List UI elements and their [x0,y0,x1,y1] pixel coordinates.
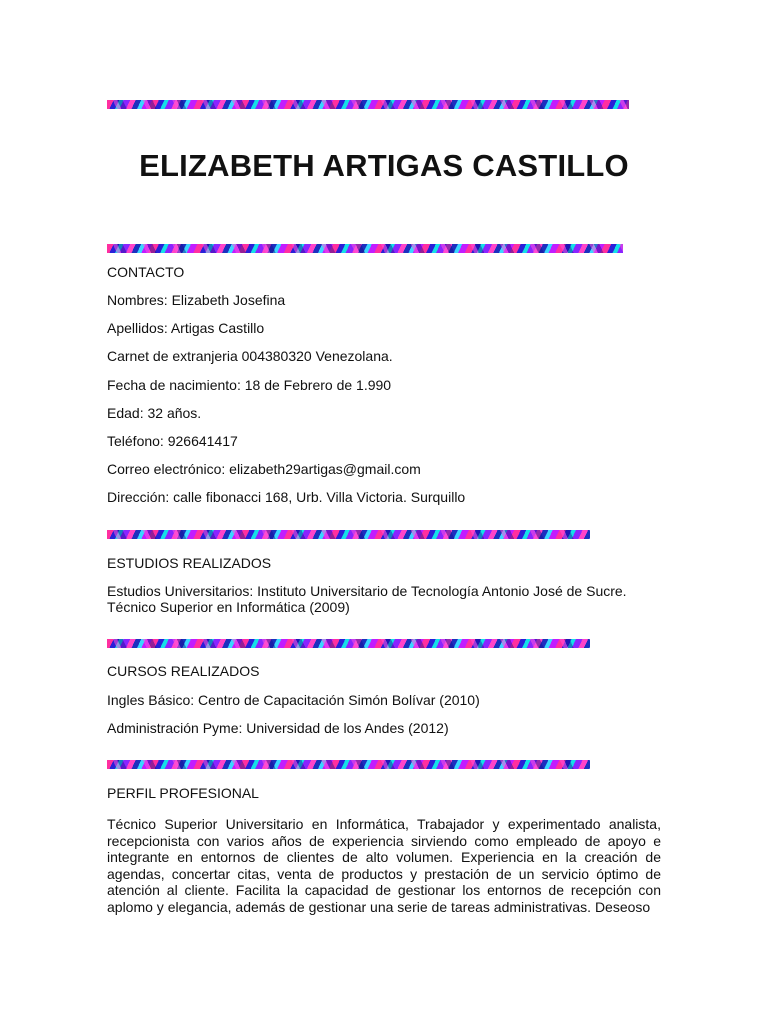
contact-birth-date: Fecha de nacimiento: 18 de Febrero de 1.990 [107,377,392,393]
profile-heading: PERFIL PROFESIONAL [107,785,259,801]
decorative-divider-studies [107,530,590,539]
profile-text: Técnico Superior Universitario en Informática, Trabajador y experimentado analista, recepcionista con varios años de experiencia sirviendo como empleado de apoyo e integrante en entornos de clientes de alto volumen. Experiencia en la creación de agendas, concertar citas, venta de productos y prestación de un servicio óptimo de atención al cliente. Facilita la capacidad de gestionar los entornos de recepción con aplomo y elegancia, además de gestionar una serie de tareas administrativas. Deseoso [107,816,661,915]
decorative-divider-top [107,100,629,109]
contact-phone: Teléfono: 926641417 [107,433,238,449]
contact-last-names: Apellidos: Artigas Castillo [107,320,265,336]
studies-heading: ESTUDIOS REALIZADOS [107,555,272,571]
course-item-english: Ingles Básico: Centro de Capacitación Simón Bolívar (2010) [107,692,480,708]
studies-degree: Técnico Superior en Informática (2009) [107,599,350,615]
decorative-divider-courses [107,639,590,648]
candidate-name: ELIZABETH ARTIGAS CASTILLO [139,148,629,183]
decorative-divider-contact [107,244,623,253]
contact-age: Edad: 32 años. [107,405,202,421]
contact-first-names: Nombres: Elizabeth Josefina [107,292,286,308]
contact-email: Correo electrónico: elizabeth29artigas@gmail.com [107,461,421,477]
courses-heading: CURSOS REALIZADOS [107,663,260,679]
contact-heading: CONTACTO [107,264,185,280]
course-item-administration: Administración Pyme: Universidad de los Andes (2012) [107,720,449,736]
studies-university: Estudios Universitarios: Instituto Universitario de Tecnología Antonio José de Sucre. [107,583,627,599]
contact-address: Dirección: calle fibonacci 168, Urb. Villa Victoria. Surquillo [107,489,466,505]
decorative-divider-profile [107,760,590,769]
contact-id-card: Carnet de extranjeria 004380320 Venezolana. [107,348,393,364]
